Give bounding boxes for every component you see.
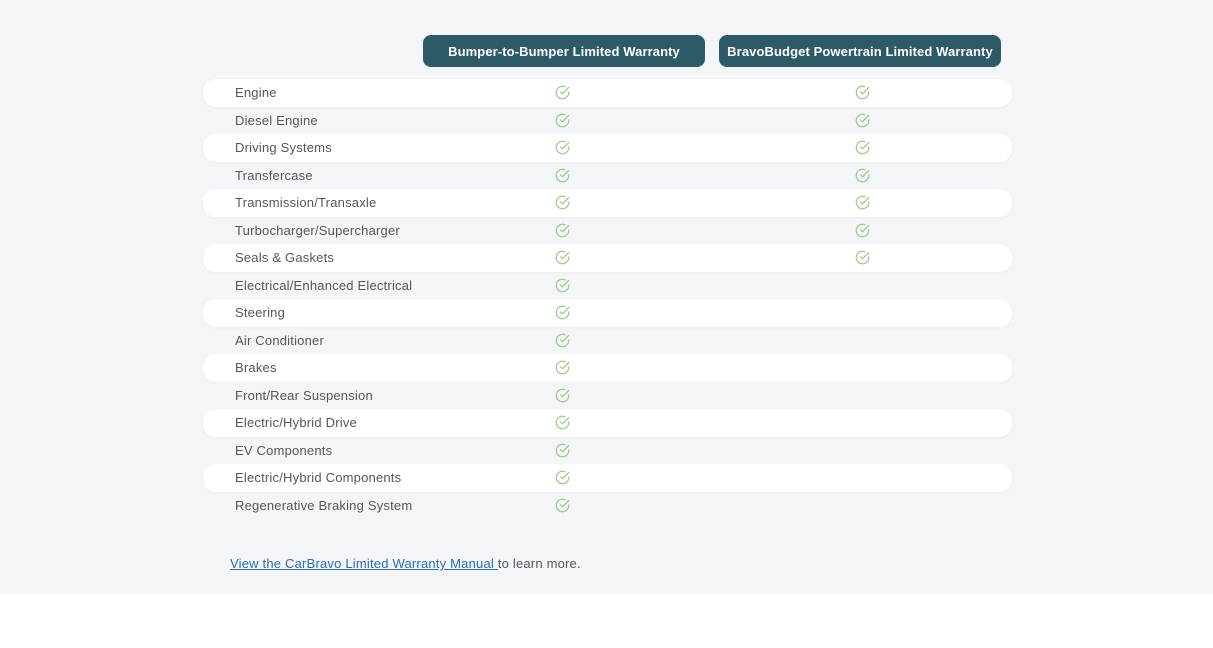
check-circle-icon [855, 195, 870, 210]
table-row [203, 162, 1012, 190]
powertrain-check-cell [854, 134, 870, 162]
check-circle-icon [855, 250, 870, 265]
powertrain-check-cell [854, 189, 870, 217]
powertrain-check-cell [854, 217, 870, 245]
bumper-to-bumper-warranty-header[interactable]: Bumper-to-Bumper Limited Warranty [423, 35, 705, 67]
bumper-to-bumper-check-cell [554, 299, 570, 327]
powertrain-check-cell [854, 437, 870, 465]
bumper-to-bumper-check-cell [554, 189, 570, 217]
powertrain-check-cell [854, 492, 870, 520]
warranty-manual-note-suffix: to learn more. [497, 556, 581, 571]
powertrain-check-cell [854, 327, 870, 355]
row-label: Electric/Hybrid Components [235, 470, 402, 486]
row-label: Brakes [235, 360, 277, 376]
table-row [203, 299, 1012, 327]
powertrain-warranty-header[interactable]: BravoBudget Powertrain Limited Warranty [719, 35, 1001, 67]
row-label: Diesel Engine [235, 112, 318, 128]
bumper-to-bumper-check-cell [554, 244, 570, 272]
table-row [203, 79, 1012, 107]
check-circle-icon [555, 333, 570, 348]
row-label: Engine [235, 85, 277, 101]
table-row [203, 437, 1012, 465]
row-label: Turbocharger/Supercharger [235, 222, 400, 238]
row-label: Electric/Hybrid Drive [235, 415, 357, 431]
table-row [203, 464, 1012, 492]
table-row [203, 492, 1012, 520]
table-row [203, 217, 1012, 245]
row-label: Regenerative Braking System [235, 497, 413, 513]
check-circle-icon [555, 278, 570, 293]
table-row [203, 382, 1012, 410]
bumper-to-bumper-check-cell [554, 272, 570, 300]
bumper-to-bumper-check-cell [554, 134, 570, 162]
bumper-to-bumper-check-cell [554, 162, 570, 190]
check-circle-icon [555, 250, 570, 265]
bumper-to-bumper-check-cell [554, 327, 570, 355]
powertrain-check-cell [854, 79, 870, 107]
warranty-column-headers [423, 35, 1001, 67]
powertrain-check-cell [854, 107, 870, 135]
powertrain-check-cell [854, 244, 870, 272]
bumper-to-bumper-check-cell [554, 409, 570, 437]
bumper-to-bumper-check-cell [554, 217, 570, 245]
powertrain-check-cell [854, 409, 870, 437]
warranty-manual-note [230, 556, 581, 571]
check-circle-icon [555, 415, 570, 430]
check-circle-icon [555, 140, 570, 155]
row-label: Driving Systems [235, 140, 332, 156]
row-label: Steering [235, 305, 286, 321]
check-circle-icon [555, 168, 570, 183]
powertrain-check-cell [854, 382, 870, 410]
table-row [203, 272, 1012, 300]
powertrain-check-cell [854, 162, 870, 190]
check-circle-icon [855, 85, 870, 100]
check-circle-icon [555, 360, 570, 375]
row-label: Front/Rear Suspension [235, 387, 373, 403]
table-row [203, 327, 1012, 355]
powertrain-check-cell [854, 272, 870, 300]
check-circle-icon [555, 443, 570, 458]
bumper-to-bumper-check-cell [554, 79, 570, 107]
bumper-to-bumper-check-cell [554, 464, 570, 492]
bumper-to-bumper-check-cell [554, 492, 570, 520]
check-circle-icon [555, 388, 570, 403]
row-label: Seals & Gaskets [235, 250, 335, 266]
row-label: Electrical/Enhanced Electrical [235, 277, 413, 293]
check-circle-icon [555, 195, 570, 210]
table-row [203, 409, 1012, 437]
table-row [203, 189, 1012, 217]
bumper-to-bumper-check-cell [554, 107, 570, 135]
warranty-table [203, 79, 1012, 519]
check-circle-icon [555, 470, 570, 485]
check-circle-icon [855, 113, 870, 128]
check-circle-icon [555, 498, 570, 513]
bumper-to-bumper-check-cell [554, 354, 570, 382]
powertrain-check-cell [854, 299, 870, 327]
powertrain-check-cell [854, 464, 870, 492]
check-circle-icon [555, 113, 570, 128]
bumper-to-bumper-check-cell [554, 382, 570, 410]
bumper-to-bumper-check-cell [554, 437, 570, 465]
table-row [203, 244, 1012, 272]
row-label: Transfercase [235, 167, 313, 183]
row-label: Transmission/Transaxle [235, 195, 377, 211]
table-row [203, 354, 1012, 382]
table-row [203, 107, 1012, 135]
check-circle-icon [855, 223, 870, 238]
check-circle-icon [555, 223, 570, 238]
check-circle-icon [555, 85, 570, 100]
check-circle-icon [855, 140, 870, 155]
check-circle-icon [555, 305, 570, 320]
check-circle-icon [855, 168, 870, 183]
bottom-white-band [0, 594, 1213, 648]
table-row [203, 134, 1012, 162]
warranty-manual-link[interactable]: View the CarBravo Limited Warranty Manual [230, 556, 498, 571]
powertrain-check-cell [854, 354, 870, 382]
row-label: Air Conditioner [235, 332, 324, 348]
row-label: EV Components [235, 442, 333, 458]
